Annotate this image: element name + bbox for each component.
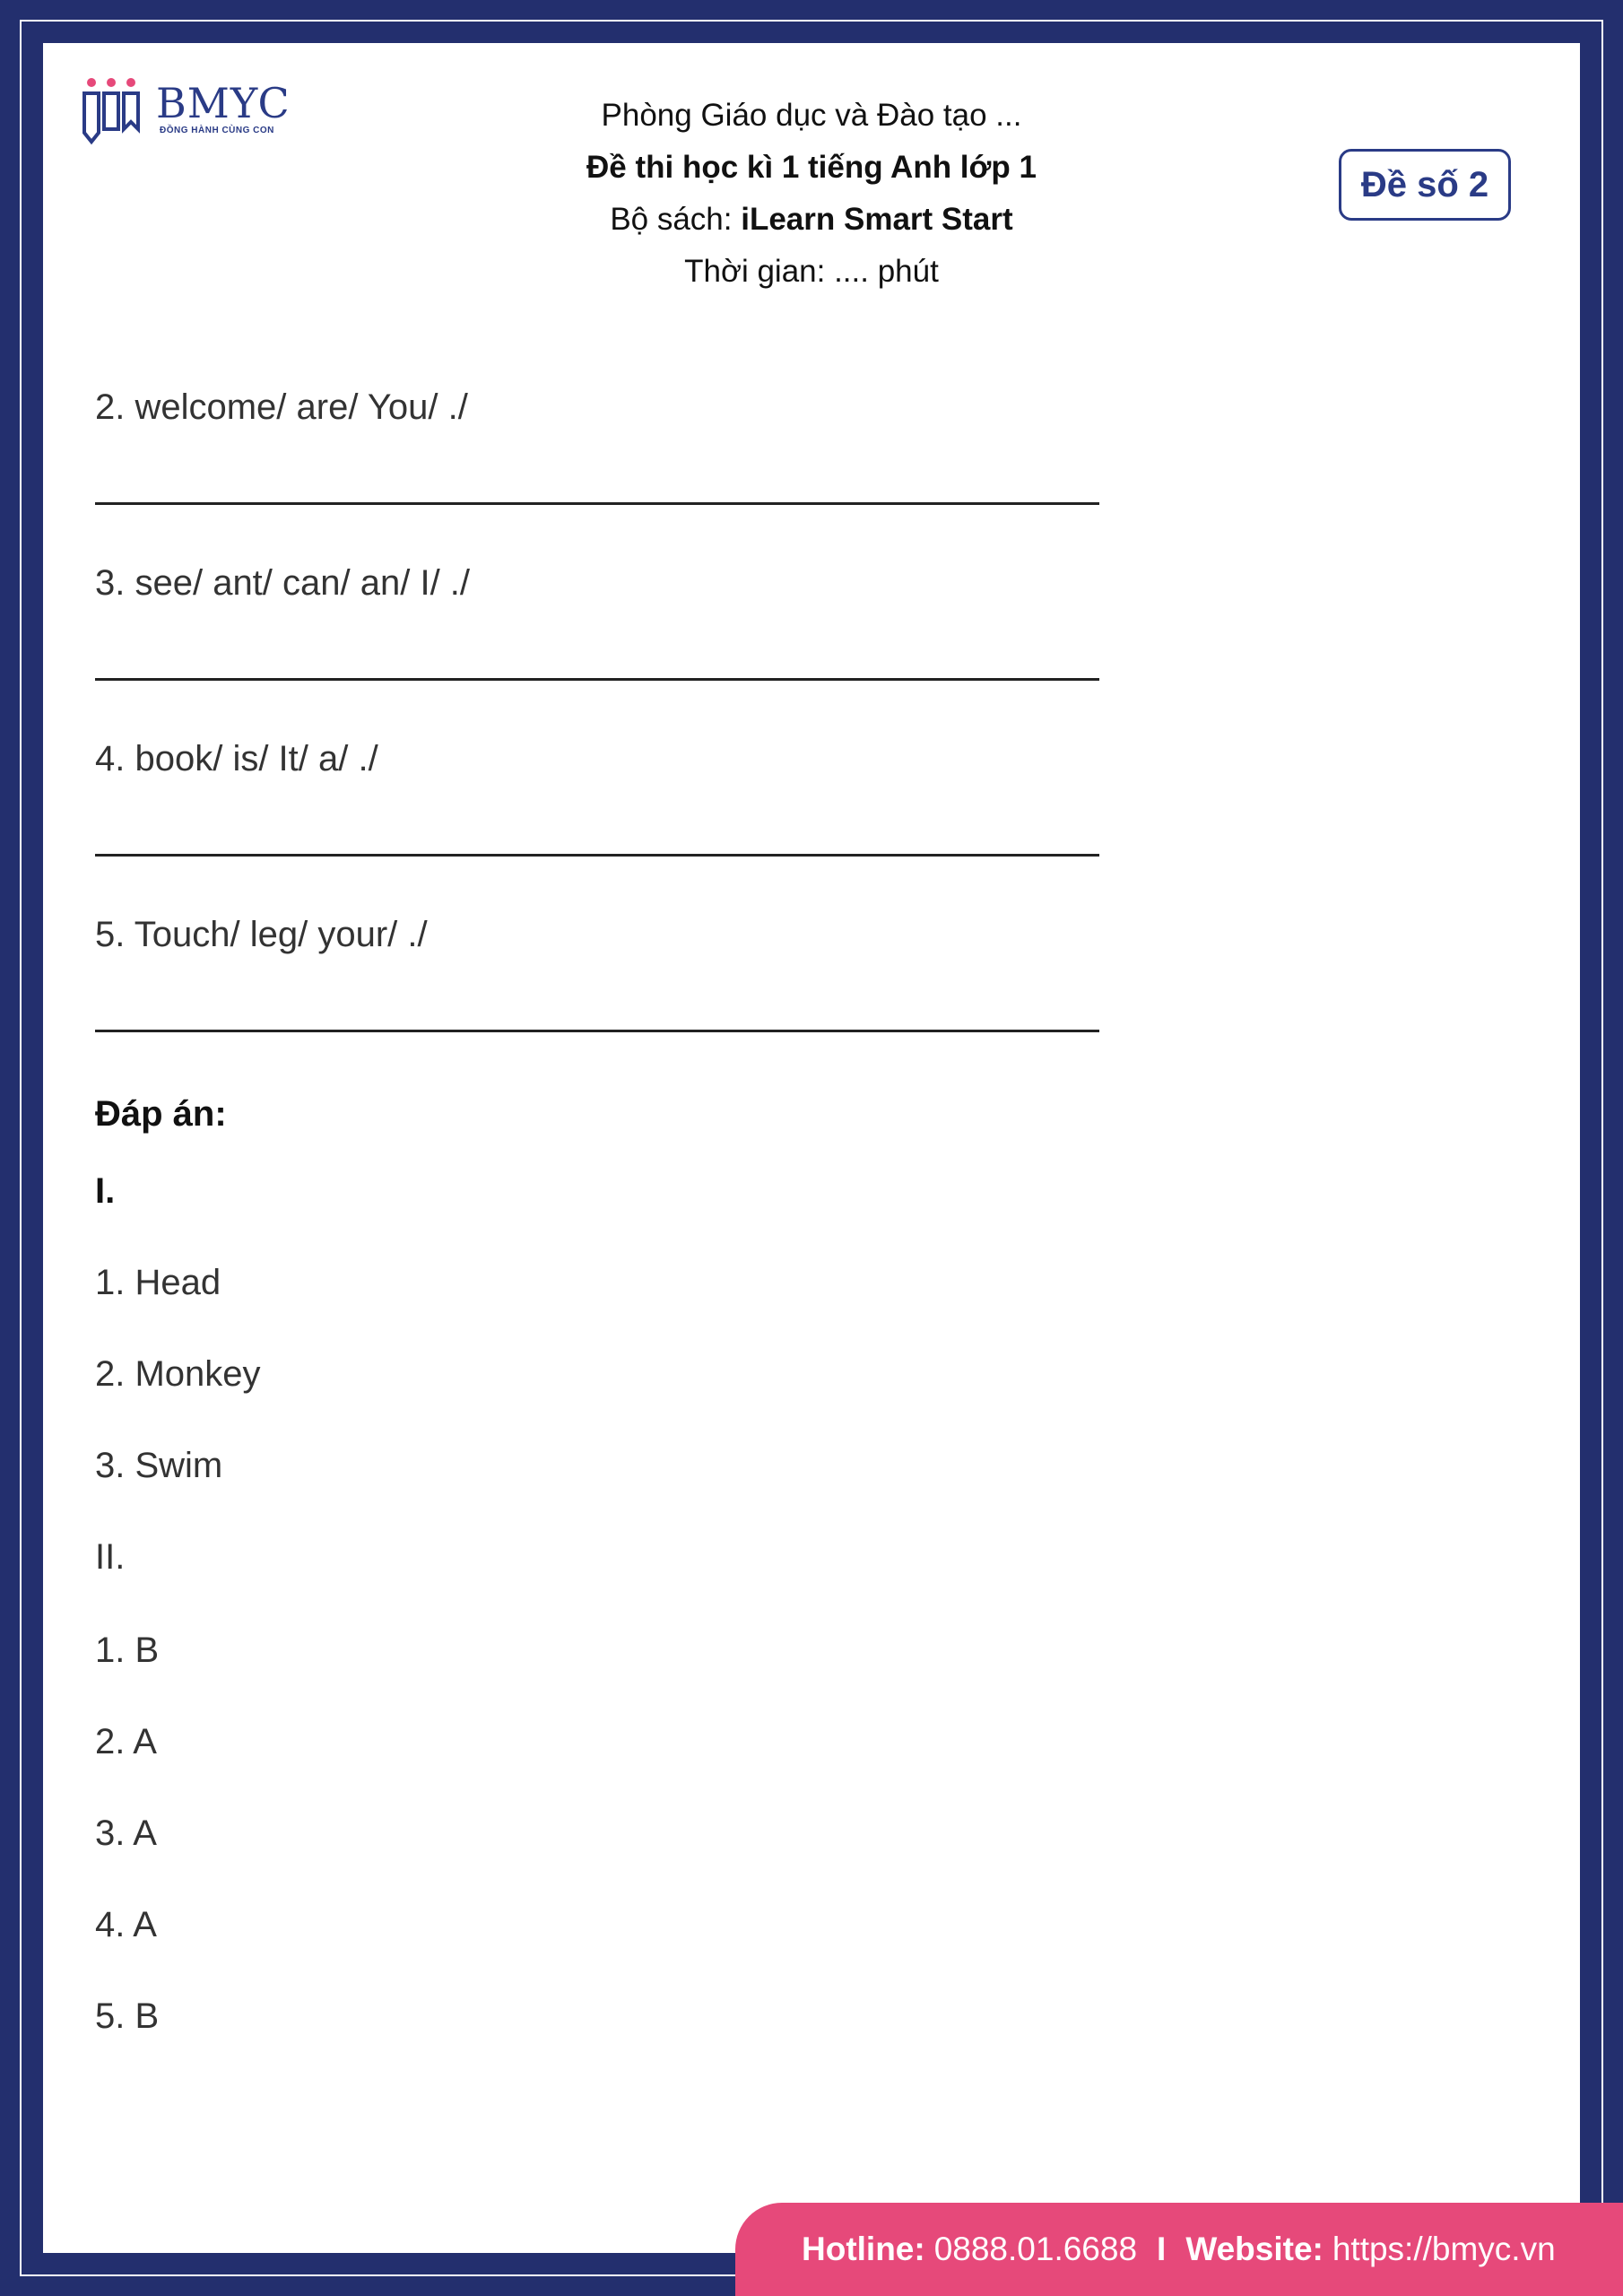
answer-item: 2. A [95, 1722, 157, 1761]
answer-line [95, 678, 1099, 681]
answer-item: 3. A [95, 1813, 157, 1853]
book-series-label: Bộ sách: [610, 202, 742, 237]
answer-item: 1. B [95, 1631, 160, 1670]
logo-tagline: ĐỒNG HÀNH CÙNG CON [160, 126, 274, 135]
hotline-label: Hotline: [802, 2231, 925, 2267]
answer-item: 4. A [95, 1905, 157, 1944]
book-series-value: iLearn Smart Start [741, 202, 1013, 237]
department-line: Phòng Giáo dục và Đào tạo ... [601, 98, 1022, 133]
website-link[interactable]: https://bmyc.vn [1332, 2231, 1556, 2267]
book-series-line [475, 194, 1148, 246]
answer-line [95, 502, 1099, 505]
question-item: 2. welcome/ are/ You/ ./ [95, 387, 468, 427]
logo-icon [81, 75, 152, 147]
answer-key-title: Đáp án: [95, 1094, 227, 1134]
answer-item: 2. Monkey [95, 1354, 261, 1394]
exam-number-badge: Đề số 2 [1339, 149, 1511, 221]
logo-brand: BMYC [156, 79, 291, 127]
hotline-number[interactable]: 0888.01.6688 [933, 2231, 1138, 2267]
question-item: 3. see/ ant/ can/ an/ I/ ./ [95, 563, 471, 603]
document-header [475, 90, 1148, 298]
time-line: Thời gian: .... phút [684, 254, 939, 289]
exam-title: Đề thi học kì 1 tiếng Anh lớp 1 [586, 150, 1037, 185]
answer-line [95, 854, 1099, 857]
bmyc-logo [81, 75, 296, 147]
footer-separator: I [1157, 2231, 1167, 2267]
document-page [43, 43, 1580, 2253]
answer-item: 3. Swim [95, 1446, 223, 1485]
website-label: Website: [1185, 2231, 1324, 2267]
contact-footer [735, 2203, 1623, 2296]
answer-line [95, 1030, 1099, 1032]
question-item: 4. book/ is/ It/ a/ ./ [95, 739, 378, 778]
answer-section-heading: I. [95, 1171, 116, 1211]
answer-item: 1. Head [95, 1263, 221, 1302]
answer-item: 5. B [95, 1996, 160, 2036]
answer-section-heading: II. [95, 1537, 126, 1577]
question-item: 5. Touch/ leg/ your/ ./ [95, 915, 428, 954]
